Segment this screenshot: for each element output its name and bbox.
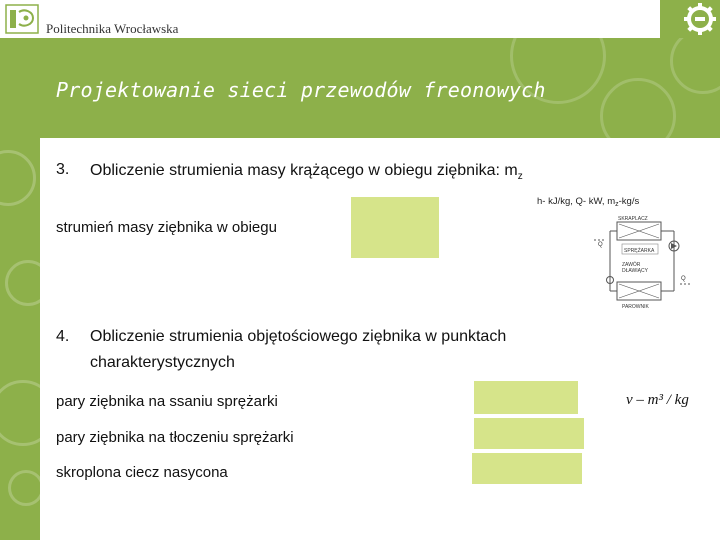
gear-pattern-icon — [0, 380, 56, 446]
gear-pattern-icon — [670, 38, 720, 94]
diagram-label-condenser: SKRAPLACZ — [618, 216, 648, 222]
section-3-text-main: Obliczenie strumienia masy krążącego w obiegu ziębnika: m — [90, 162, 518, 179]
diagram-label-evaporator: PAROWNIK — [622, 304, 649, 310]
discharge-vapor-label: pary ziębnika na tłoczeniu sprężarki — [56, 429, 294, 446]
mass-flow-label: strumień masy ziębnika w obiegu — [56, 219, 277, 236]
university-name: Politechnika Wrocławska — [46, 21, 179, 36]
diagram-label-q-right: Q — [681, 276, 686, 282]
section-3-heading — [56, 161, 656, 187]
slide-title: Projektowanie sieci przewodów freonowych — [56, 78, 546, 102]
header-bar — [0, 0, 720, 38]
gear-logo-icon — [683, 2, 717, 36]
gear-pattern-icon — [8, 470, 44, 506]
section-3-subscript: z — [517, 171, 523, 182]
units-suffix: -kg/s — [618, 196, 640, 207]
section-3-text — [90, 161, 523, 183]
units-subscript: z — [615, 201, 619, 208]
section-4-line-1: Obliczenie strumienia objętościowego ziębnika w punktach — [90, 328, 507, 345]
saturated-liquid-label: skroplona ciecz nasycona — [56, 464, 228, 481]
units-note — [537, 196, 639, 207]
diagram-label-valve-1: ZAWÓR — [622, 262, 641, 268]
section-4-line-2: charakterystycznych — [90, 354, 235, 371]
refrigeration-cycle-diagram — [590, 214, 692, 310]
mass-flow-input-box[interactable] — [351, 197, 439, 258]
units-prefix: h- kJ/kg, Q- kW, m — [537, 196, 616, 207]
section-3-number: 3. — [56, 161, 70, 178]
diagram-label-valve-2: DŁAWIĄCY — [622, 268, 648, 274]
suction-vapor-input-box[interactable] — [474, 381, 578, 414]
suction-vapor-label: pary ziębnika na ssaniu sprężarki — [56, 393, 278, 410]
saturated-liquid-input-box[interactable] — [472, 453, 582, 484]
diagram-label-compressor: SPRĘŻARKA — [624, 248, 655, 254]
gear-pattern-icon — [0, 150, 36, 206]
diagram-label-q-left: Q — [598, 242, 603, 248]
left-decorative-band — [0, 0, 40, 540]
section-4-heading — [56, 324, 636, 380]
specific-volume-formula: v – m³ / kg — [626, 392, 689, 408]
gear-pattern-icon — [600, 78, 676, 138]
gear-pattern-icon — [5, 260, 51, 306]
university-logo-icon — [5, 4, 39, 34]
discharge-vapor-input-box[interactable] — [474, 418, 584, 449]
section-4-number: 4. — [56, 328, 70, 345]
